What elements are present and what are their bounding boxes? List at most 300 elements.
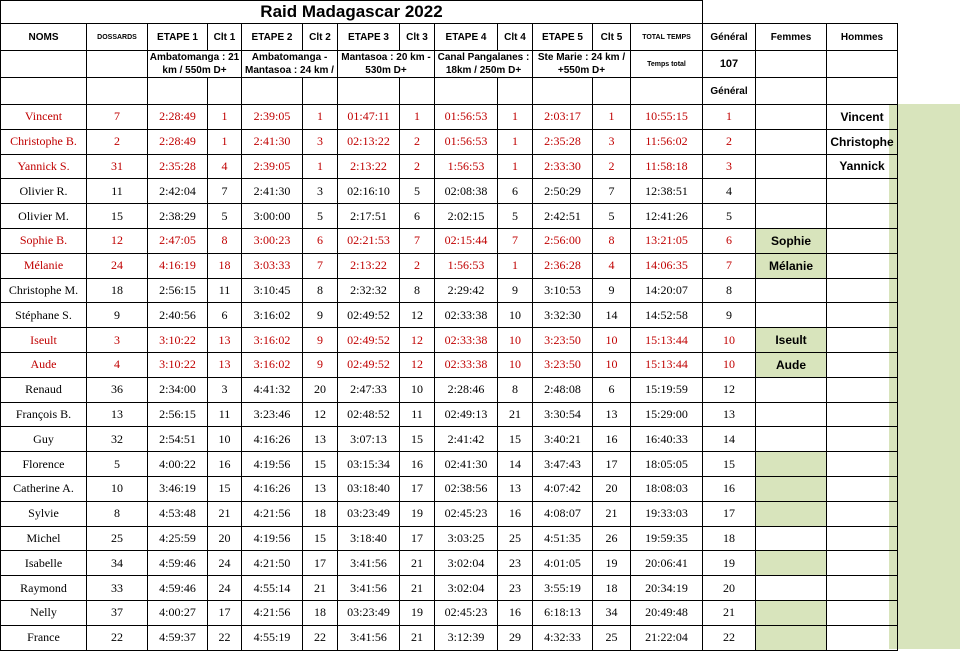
cell-c1: 11	[208, 278, 242, 303]
cell-femmes: Mélanie	[756, 253, 827, 278]
cell-total: 19:59:35	[631, 526, 703, 551]
cell-general: 2	[703, 129, 756, 154]
cell-general: 22	[703, 625, 756, 650]
cell-c1: 16	[208, 452, 242, 477]
table-row	[1, 228, 898, 253]
cell-bib: 36	[87, 377, 148, 402]
table-row	[1, 154, 898, 179]
cell-hommes	[827, 253, 898, 278]
cell-e3: 3:41:56	[338, 551, 400, 576]
cell-bib: 24	[87, 253, 148, 278]
cell-c2: 7	[303, 253, 338, 278]
cell-e2: 3:00:00	[242, 204, 303, 229]
cell-c3: 21	[400, 625, 435, 650]
cell-e1: 2:56:15	[148, 278, 208, 303]
cell-hommes	[827, 204, 898, 229]
cell-bib: 8	[87, 501, 148, 526]
column-header: TOTAL TEMPS	[631, 24, 703, 51]
cell-total: 14:52:58	[631, 303, 703, 328]
general-row	[1, 78, 898, 105]
cell-e3: 02:49:52	[338, 303, 400, 328]
cell-c4: 1	[498, 105, 533, 130]
cell-c2: 6	[303, 228, 338, 253]
cell-c3: 17	[400, 526, 435, 551]
stage-row	[1, 51, 898, 78]
table-row	[1, 303, 898, 328]
cell-name: Sylvie	[1, 501, 87, 526]
cell-e1: 2:28:49	[148, 105, 208, 130]
cell-femmes	[756, 625, 827, 650]
cell-name: Renaud	[1, 377, 87, 402]
cell-c2: 8	[303, 278, 338, 303]
column-header: ETAPE 1	[148, 24, 208, 51]
cell-total: 14:06:35	[631, 253, 703, 278]
cell-e4: 3:02:04	[435, 551, 498, 576]
cell-general: 3	[703, 154, 756, 179]
cell-c2: 9	[303, 328, 338, 353]
blank-cell	[756, 78, 827, 105]
blank-cell	[756, 51, 827, 78]
cell-hommes	[827, 476, 898, 501]
cell-e3: 03:23:49	[338, 600, 400, 625]
cell-e2: 2:39:05	[242, 105, 303, 130]
cell-bib: 18	[87, 278, 148, 303]
table-row	[1, 402, 898, 427]
cell-c1: 8	[208, 228, 242, 253]
cell-total: 20:34:19	[631, 576, 703, 601]
cell-femmes	[756, 129, 827, 154]
cell-c2: 3	[303, 179, 338, 204]
cell-total: 18:08:03	[631, 476, 703, 501]
cell-e1: 2:38:29	[148, 204, 208, 229]
cell-femmes	[756, 452, 827, 477]
cell-c2: 3	[303, 129, 338, 154]
cell-total: 18:05:05	[631, 452, 703, 477]
table-row	[1, 476, 898, 501]
cell-hommes	[827, 228, 898, 253]
cell-c4: 1	[498, 129, 533, 154]
cell-c4: 6	[498, 179, 533, 204]
stage-description: Canal Pangalanes : 18km / 250m D+	[435, 51, 533, 78]
cell-c4: 16	[498, 600, 533, 625]
cell-c3: 19	[400, 501, 435, 526]
cell-c2: 12	[303, 402, 338, 427]
cell-bib: 32	[87, 427, 148, 452]
cell-general: 21	[703, 600, 756, 625]
cell-c1: 6	[208, 303, 242, 328]
cell-hommes	[827, 551, 898, 576]
cell-e2: 4:19:56	[242, 452, 303, 477]
table-row	[1, 551, 898, 576]
cell-femmes: Iseult	[756, 328, 827, 353]
cell-general: 9	[703, 303, 756, 328]
cell-hommes	[827, 402, 898, 427]
cell-name: Michel	[1, 526, 87, 551]
cell-c2: 17	[303, 551, 338, 576]
cell-femmes	[756, 526, 827, 551]
table-row	[1, 278, 898, 303]
cell-hommes	[827, 352, 898, 377]
cell-e1: 2:54:51	[148, 427, 208, 452]
cell-c5: 10	[593, 352, 631, 377]
cell-c4: 15	[498, 427, 533, 452]
column-header: Femmes	[756, 24, 827, 51]
cell-hommes	[827, 452, 898, 477]
cell-c3: 15	[400, 427, 435, 452]
cell-femmes	[756, 551, 827, 576]
cell-e1: 2:47:05	[148, 228, 208, 253]
cell-c5: 4	[593, 253, 631, 278]
cell-c5: 6	[593, 377, 631, 402]
cell-e2: 3:23:46	[242, 402, 303, 427]
cell-c4: 13	[498, 476, 533, 501]
cell-e2: 3:10:45	[242, 278, 303, 303]
stage-description: Ambatomanga : 21 km / 550m D+	[148, 51, 242, 78]
cell-name: Olivier M.	[1, 204, 87, 229]
blank-cell	[827, 78, 898, 105]
cell-e1: 4:53:48	[148, 501, 208, 526]
cell-femmes	[756, 476, 827, 501]
cell-e4: 02:33:38	[435, 328, 498, 353]
cell-c1: 13	[208, 352, 242, 377]
cell-c2: 15	[303, 452, 338, 477]
cell-e3: 3:07:13	[338, 427, 400, 452]
cell-femmes	[756, 427, 827, 452]
cell-c2: 20	[303, 377, 338, 402]
cell-c5: 17	[593, 452, 631, 477]
cell-e3: 2:13:22	[338, 253, 400, 278]
cell-c2: 1	[303, 154, 338, 179]
cell-e1: 2:42:04	[148, 179, 208, 204]
table-row	[1, 204, 898, 229]
cell-general: 18	[703, 526, 756, 551]
cell-c1: 7	[208, 179, 242, 204]
cell-general: 4	[703, 179, 756, 204]
cell-c3: 10	[400, 377, 435, 402]
table-row	[1, 452, 898, 477]
cell-e2: 4:16:26	[242, 427, 303, 452]
cell-bib: 22	[87, 625, 148, 650]
cell-c1: 24	[208, 551, 242, 576]
cell-femmes	[756, 179, 827, 204]
table-row	[1, 179, 898, 204]
cell-c5: 25	[593, 625, 631, 650]
cell-c3: 12	[400, 303, 435, 328]
cell-e5: 3:47:43	[533, 452, 593, 477]
cell-total: 14:20:07	[631, 278, 703, 303]
cell-e5: 3:40:21	[533, 427, 593, 452]
cell-e1: 4:59:46	[148, 551, 208, 576]
cell-e2: 4:55:14	[242, 576, 303, 601]
cell-e4: 02:08:38	[435, 179, 498, 204]
cell-e1: 4:59:37	[148, 625, 208, 650]
column-header: Clt 4	[498, 24, 533, 51]
cell-hommes	[827, 303, 898, 328]
cell-c3: 8	[400, 278, 435, 303]
column-header: NOMS	[1, 24, 87, 51]
cell-e5: 2:03:17	[533, 105, 593, 130]
cell-c5: 26	[593, 526, 631, 551]
cell-e2: 2:39:05	[242, 154, 303, 179]
cell-femmes: Aude	[756, 352, 827, 377]
table-row	[1, 600, 898, 625]
cell-e1: 2:40:56	[148, 303, 208, 328]
cell-femmes	[756, 576, 827, 601]
cell-femmes	[756, 377, 827, 402]
cell-e2: 3:03:33	[242, 253, 303, 278]
cell-c2: 18	[303, 600, 338, 625]
table-row	[1, 129, 898, 154]
cell-c4: 21	[498, 402, 533, 427]
cell-e5: 6:18:13	[533, 600, 593, 625]
cell-e5: 4:51:35	[533, 526, 593, 551]
cell-name: France	[1, 625, 87, 650]
cell-c3: 12	[400, 352, 435, 377]
table-row	[1, 526, 898, 551]
cell-e3: 2:32:32	[338, 278, 400, 303]
cell-c3: 1	[400, 105, 435, 130]
cell-general: 16	[703, 476, 756, 501]
blank-cell	[435, 78, 498, 105]
table-row	[1, 328, 898, 353]
cell-e2: 4:16:26	[242, 476, 303, 501]
blank-cell	[631, 78, 703, 105]
cell-hommes: Christophe	[827, 129, 898, 154]
cell-e3: 02:21:53	[338, 228, 400, 253]
column-header: ETAPE 3	[338, 24, 400, 51]
cell-e5: 2:56:00	[533, 228, 593, 253]
blank-cell	[1, 51, 87, 78]
blank-cell	[87, 78, 148, 105]
cell-c1: 22	[208, 625, 242, 650]
column-header: Clt 2	[303, 24, 338, 51]
cell-e2: 3:00:23	[242, 228, 303, 253]
cell-e1: 4:59:46	[148, 576, 208, 601]
cell-e4: 3:03:25	[435, 526, 498, 551]
cell-femmes	[756, 600, 827, 625]
cell-bib: 9	[87, 303, 148, 328]
cell-name: Olivier R.	[1, 179, 87, 204]
cell-c3: 19	[400, 600, 435, 625]
cell-name: Florence	[1, 452, 87, 477]
cell-e5: 2:35:28	[533, 129, 593, 154]
cell-bib: 12	[87, 228, 148, 253]
cell-e5: 2:42:51	[533, 204, 593, 229]
cell-e1: 3:10:22	[148, 328, 208, 353]
cell-e4: 2:41:42	[435, 427, 498, 452]
cell-e4: 3:02:04	[435, 576, 498, 601]
cell-bib: 33	[87, 576, 148, 601]
cell-e3: 2:47:33	[338, 377, 400, 402]
cell-total: 16:40:33	[631, 427, 703, 452]
cell-c5: 10	[593, 328, 631, 353]
cell-femmes	[756, 402, 827, 427]
cell-e2: 3:16:02	[242, 328, 303, 353]
cell-name: Christophe M.	[1, 278, 87, 303]
cell-total: 11:58:18	[631, 154, 703, 179]
cell-c3: 11	[400, 402, 435, 427]
cell-e5: 2:33:30	[533, 154, 593, 179]
cell-femmes	[756, 154, 827, 179]
cell-c4: 1	[498, 154, 533, 179]
cell-c5: 34	[593, 600, 631, 625]
cell-general: 8	[703, 278, 756, 303]
cell-c1: 18	[208, 253, 242, 278]
cell-e3: 02:16:10	[338, 179, 400, 204]
cell-e2: 4:19:56	[242, 526, 303, 551]
cell-name: Raymond	[1, 576, 87, 601]
column-header: ETAPE 5	[533, 24, 593, 51]
cell-hommes	[827, 278, 898, 303]
cell-e2: 4:21:50	[242, 551, 303, 576]
cell-c2: 13	[303, 427, 338, 452]
cell-e1: 4:00:22	[148, 452, 208, 477]
cell-c4: 14	[498, 452, 533, 477]
cell-c1: 21	[208, 501, 242, 526]
cell-e5: 3:23:50	[533, 328, 593, 353]
cell-general: 19	[703, 551, 756, 576]
cell-general: 14	[703, 427, 756, 452]
cell-bib: 31	[87, 154, 148, 179]
cell-name: Nelly	[1, 600, 87, 625]
column-header: Clt 5	[593, 24, 631, 51]
total-label: Temps total	[631, 51, 703, 78]
page-title: Raid Madagascar 2022	[1, 1, 703, 24]
cell-name: Christophe B.	[1, 129, 87, 154]
cell-e3: 03:23:49	[338, 501, 400, 526]
cell-total: 13:21:05	[631, 228, 703, 253]
cell-e3: 3:41:56	[338, 576, 400, 601]
cell-c5: 5	[593, 204, 631, 229]
cell-c1: 17	[208, 600, 242, 625]
cell-c5: 20	[593, 476, 631, 501]
cell-e3: 02:49:52	[338, 352, 400, 377]
cell-c1: 1	[208, 129, 242, 154]
blank-cell	[87, 51, 148, 78]
cell-c4: 10	[498, 303, 533, 328]
cell-total: 20:06:41	[631, 551, 703, 576]
cell-bib: 10	[87, 476, 148, 501]
cell-c3: 21	[400, 576, 435, 601]
stage-description: Mantasoa : 20 km - 530m D+	[338, 51, 435, 78]
cell-bib: 4	[87, 352, 148, 377]
cell-e5: 4:07:42	[533, 476, 593, 501]
cell-c1: 3	[208, 377, 242, 402]
cell-e4: 2:28:46	[435, 377, 498, 402]
cell-total: 15:13:44	[631, 328, 703, 353]
cell-c1: 20	[208, 526, 242, 551]
column-header: DOSSARDS	[87, 24, 148, 51]
table-row	[1, 427, 898, 452]
cell-e1: 4:00:27	[148, 600, 208, 625]
cell-bib: 7	[87, 105, 148, 130]
cell-e1: 2:56:15	[148, 402, 208, 427]
cell-e4: 2:02:15	[435, 204, 498, 229]
cell-femmes	[756, 278, 827, 303]
cell-e3: 3:18:40	[338, 526, 400, 551]
cell-total: 10:55:15	[631, 105, 703, 130]
cell-c4: 7	[498, 228, 533, 253]
cell-name: Iseult	[1, 328, 87, 353]
general-label: Général	[703, 78, 756, 105]
cell-bib: 3	[87, 328, 148, 353]
cell-general: 12	[703, 377, 756, 402]
cell-name: Yannick S.	[1, 154, 87, 179]
cell-e1: 3:46:19	[148, 476, 208, 501]
cell-c5: 14	[593, 303, 631, 328]
cell-total: 12:41:26	[631, 204, 703, 229]
cell-general: 13	[703, 402, 756, 427]
cell-e5: 3:32:30	[533, 303, 593, 328]
cell-general: 17	[703, 501, 756, 526]
cell-c3: 2	[400, 154, 435, 179]
cell-e2: 4:21:56	[242, 501, 303, 526]
blank-cell	[338, 78, 400, 105]
cell-c2: 1	[303, 105, 338, 130]
cell-bib: 13	[87, 402, 148, 427]
cell-e5: 3:30:54	[533, 402, 593, 427]
cell-e4: 3:12:39	[435, 625, 498, 650]
cell-total: 11:56:02	[631, 129, 703, 154]
cell-bib: 25	[87, 526, 148, 551]
cell-c1: 15	[208, 476, 242, 501]
cell-c5: 21	[593, 501, 631, 526]
cell-e4: 02:45:23	[435, 501, 498, 526]
column-header: Général	[703, 24, 756, 51]
cell-c5: 8	[593, 228, 631, 253]
cell-e2: 2:41:30	[242, 179, 303, 204]
cell-e5: 3:23:50	[533, 352, 593, 377]
blank-cell	[1, 78, 87, 105]
cell-c5: 16	[593, 427, 631, 452]
stage-description: Ambatomanga - Mantasoa : 24 km /	[242, 51, 338, 78]
cell-e3: 02:48:52	[338, 402, 400, 427]
cell-e4: 1:56:53	[435, 154, 498, 179]
cell-e3: 01:47:11	[338, 105, 400, 130]
cell-c1: 13	[208, 328, 242, 353]
cell-c4: 9	[498, 278, 533, 303]
cell-e5: 3:55:19	[533, 576, 593, 601]
cell-hommes	[827, 328, 898, 353]
cell-c1: 10	[208, 427, 242, 452]
cell-c5: 7	[593, 179, 631, 204]
table-row	[1, 352, 898, 377]
cell-c4: 25	[498, 526, 533, 551]
cell-e5: 3:10:53	[533, 278, 593, 303]
cell-general: 10	[703, 352, 756, 377]
cell-c2: 18	[303, 501, 338, 526]
cell-femmes: Sophie	[756, 228, 827, 253]
blank-cell	[593, 78, 631, 105]
cell-e4: 01:56:53	[435, 129, 498, 154]
blank-cell	[533, 78, 593, 105]
cell-femmes	[756, 204, 827, 229]
cell-name: Isabelle	[1, 551, 87, 576]
cell-c1: 4	[208, 154, 242, 179]
cell-e5: 4:32:33	[533, 625, 593, 650]
blank-cell	[827, 51, 898, 78]
table-row	[1, 625, 898, 650]
cell-c2: 13	[303, 476, 338, 501]
cell-total: 15:29:00	[631, 402, 703, 427]
cell-c2: 5	[303, 204, 338, 229]
cell-e4: 01:56:53	[435, 105, 498, 130]
cell-e3: 2:13:22	[338, 154, 400, 179]
cell-name: Sophie B.	[1, 228, 87, 253]
cell-c3: 2	[400, 253, 435, 278]
cell-e5: 4:01:05	[533, 551, 593, 576]
cell-name: Mélanie	[1, 253, 87, 278]
